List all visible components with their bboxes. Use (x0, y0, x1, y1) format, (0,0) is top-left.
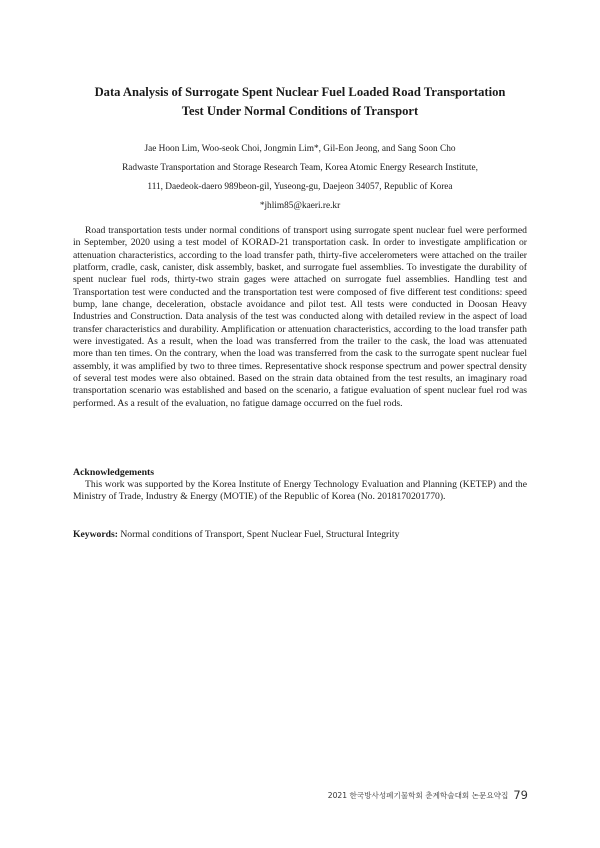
page-footer (328, 788, 528, 802)
conference-name: 2021 한국방사성폐기물학회 춘계학술대회 논문요약집 (327, 791, 509, 800)
paper-title (60, 83, 540, 121)
abstract-text: Road transportation tests under normal conditions of transport using surrogate spent nuclear fuel were performed in September, 2020 using a test model of KORAD-21 transportation cask. In order to investigate amplification or attenuation characteristics, according to the load transfer path, thirty-five accelerometers were attached on the trailer platform, cradle, cask, canister, disk assembly, basket, and surrogate fuel assemblies. To investigate the durability of spent nuclear fuel rods, thirty-two strain gages were attached on surrogate fuel assemblies. Handling test and Transportation test were conducted and the transportation test were composed of five different test conditions: speed bump, lane change, deceleration, obstacle avoidance and pilot test. All tests were conducted in Doosan Heavy Industries and Construction. Data analysis of the test was conducted along with detailed review in the aspect of load transfer characteristics and durability. Amplification or attenuation characteristics, according to the load transfer path were investigated. As a result, when the load was transferred from the trailer to the cask, the load was attenuated more than ten times. On the contrary, when the load was transferred from the cask to the surrogate spent nuclear fuel assembly, it was amplified by two to three times. Representative shock response spectrum and power spectral density of several test modes were also obtained. Based on the strain data obtained from the test results, an imaginary road transportation scenario was established and based on the scenario, a fatigue evaluation of spent nuclear fuel rod was performed. As a result of the evaluation, no fatigue damage occurred on the fuel rods. (73, 225, 527, 409)
affiliation-line-2: 111, Daedeok-daero 989beon-gil, Yuseong-gu, Daejeon 34057, Republic of Korea (147, 182, 453, 192)
title-line-2: Test Under Normal Conditions of Transport (181, 104, 419, 118)
corresponding-email: *jhlim85@kaeri.re.kr (259, 201, 341, 211)
keywords-line (73, 529, 527, 541)
affiliation-line-1: Radwaste Transportation and Storage Research Team, Korea Atomic Energy Research Institute, (122, 163, 478, 173)
keywords-label: Keywords: (73, 529, 118, 540)
acknowledgements-heading: Acknowledgements (73, 467, 155, 478)
author-list: Jae Hoon Lim, Woo-seok Choi, Jongmin Lim*, Gil-Eon Jeong, and Sang Soon Cho (144, 144, 456, 154)
acknowledgements-text: This work was supported by the Korea Institute of Energy Technology Evaluation and Planning (KETEP) and the Ministry of Trade, Industry & Energy (MOTIE) of the Republic of Korea (No. 2018170201770). (73, 479, 527, 503)
page-number: 79 (513, 788, 528, 802)
title-line-1: Data Analysis of Surrogate Spent Nuclear Fuel Loaded Road Transportation (94, 85, 506, 99)
author-info (40, 140, 560, 216)
keywords-text: Normal conditions of Transport, Spent Nuclear Fuel, Structural Integrity (120, 529, 400, 540)
